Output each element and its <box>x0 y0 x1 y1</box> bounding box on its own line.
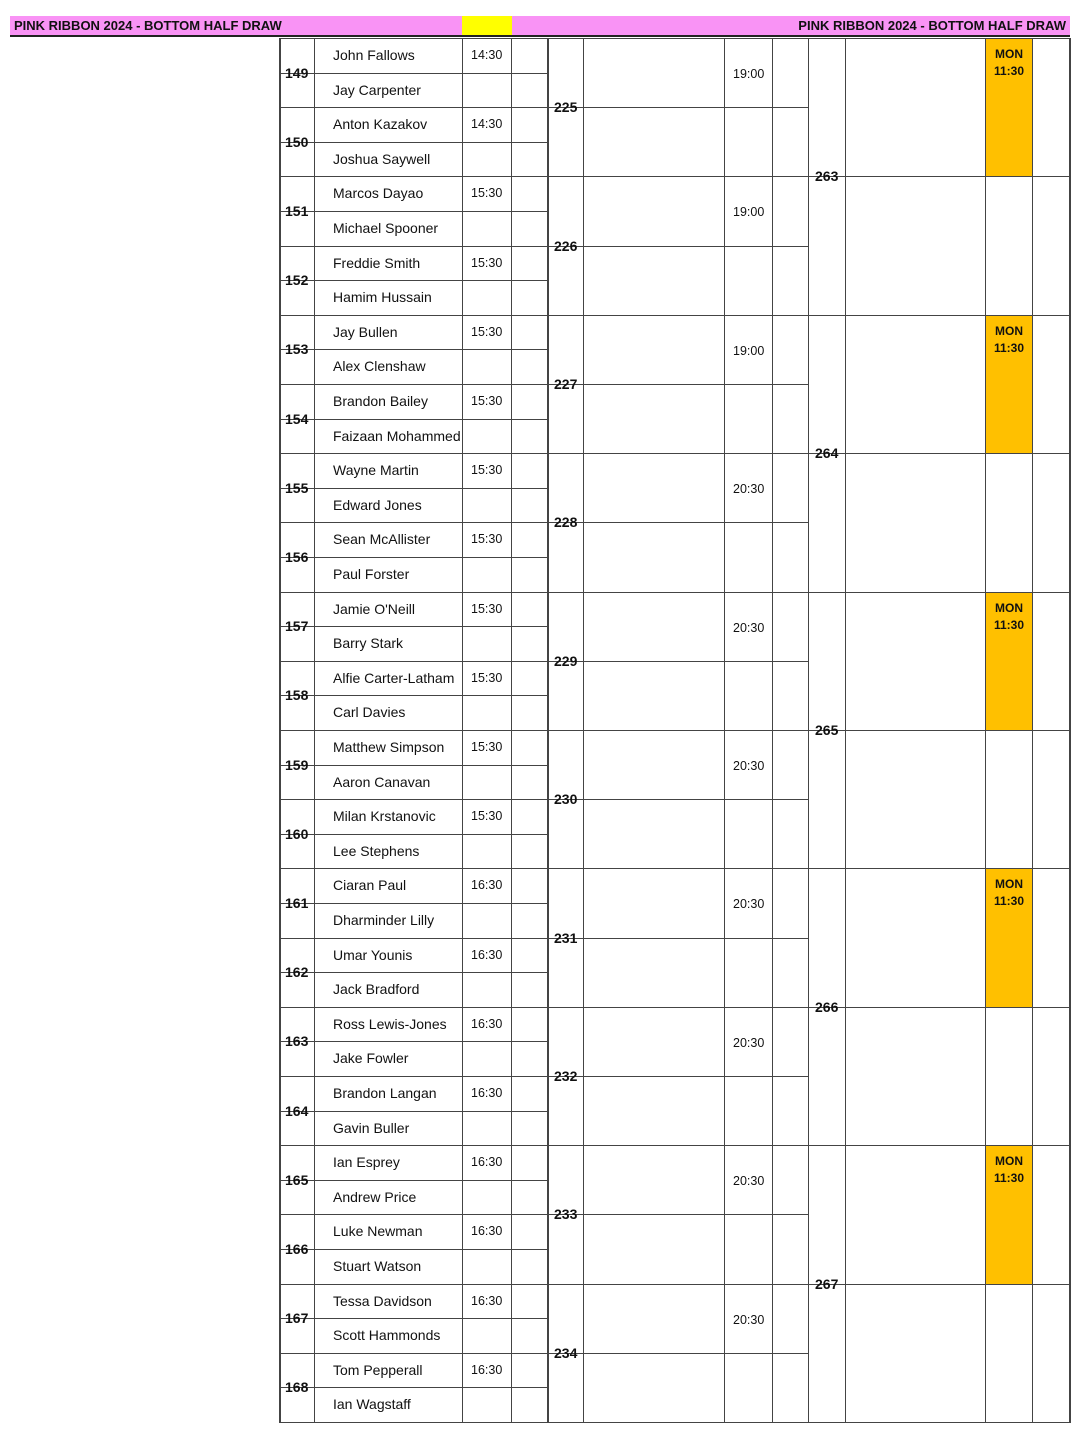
player-name: Umar Younis <box>333 946 413 963</box>
schedule-time: 11:30 <box>993 617 1025 632</box>
player-name: Lee Stephens <box>333 842 420 859</box>
match-time: 16:30 <box>471 1224 503 1239</box>
schedule-badge <box>986 869 1032 1006</box>
header-title-right: PINK RIBBON 2024 - BOTTOM HALF DRAW <box>798 18 1066 33</box>
match-divider <box>279 315 315 316</box>
match-time: 20:30 <box>733 1035 765 1050</box>
player-row-divider <box>314 1214 548 1215</box>
schedule-day: MON <box>995 47 1023 61</box>
player-name: Stuart Watson <box>333 1258 422 1274</box>
player-name: Paul Forster <box>333 566 410 582</box>
match-time: 16:30 <box>471 1362 503 1377</box>
player-row-divider <box>314 1353 548 1354</box>
match-time: 19:00 <box>733 205 765 220</box>
match-number: 162 <box>285 964 309 981</box>
match-number: 167 <box>285 1310 309 1327</box>
schedule-day: MON <box>995 600 1023 615</box>
player-row-divider <box>314 419 548 420</box>
round2-mid-divider <box>583 1353 809 1354</box>
player-row-divider <box>314 765 548 766</box>
player-name: Aaron Canavan <box>333 773 431 790</box>
round2-match-divider <box>548 1422 809 1423</box>
round2-match-divider <box>548 176 809 177</box>
player-row-divider <box>314 1422 548 1423</box>
match-number: 156 <box>285 549 309 565</box>
player-row-divider <box>314 1111 548 1112</box>
player-row-divider <box>314 903 548 904</box>
player-name: Milan Krstanovic <box>333 808 436 825</box>
schedule-badge <box>986 316 1032 453</box>
match-number: 164 <box>285 1102 309 1119</box>
match-time: 16:30 <box>471 947 503 962</box>
round2-match-divider <box>548 1007 809 1008</box>
match-number: 158 <box>285 687 309 704</box>
round3-mid-divider <box>845 1284 1071 1285</box>
round2-mid-divider <box>583 1214 809 1215</box>
player-row-divider <box>314 1041 548 1042</box>
match-divider <box>279 1145 315 1146</box>
schedule-time: 11:30 <box>993 64 1025 78</box>
round2-match-divider <box>548 1145 809 1146</box>
player-name: Ian Esprey <box>333 1154 400 1171</box>
match-time: 20:30 <box>733 1174 765 1189</box>
match-time: 16:30 <box>471 1086 503 1100</box>
match-number: 155 <box>285 479 309 496</box>
player-name: Freddie Smith <box>333 254 421 271</box>
match-number: 154 <box>285 410 309 427</box>
player-name: Andrew Price <box>333 1188 417 1205</box>
player-row-divider <box>314 522 548 523</box>
schedule-time: 11:30 <box>993 340 1025 355</box>
player-row-divider <box>314 1387 548 1388</box>
player-row-divider <box>314 834 548 835</box>
schedule-day: MON <box>995 877 1023 892</box>
match-number: 263 <box>815 168 839 185</box>
player-row-divider <box>314 730 548 731</box>
match-number: 229 <box>554 652 578 669</box>
player-row-divider <box>314 1007 548 1008</box>
round3-top-border <box>808 38 1071 39</box>
match-time: 16:30 <box>471 1016 503 1031</box>
round2-match-divider <box>548 315 809 316</box>
player-row-divider <box>314 868 548 869</box>
player-name: Barry Stark <box>333 635 404 652</box>
match-number: 157 <box>285 618 309 635</box>
match-divider <box>279 661 315 662</box>
round2-match-divider <box>548 730 809 731</box>
round2-match-divider <box>548 1284 809 1285</box>
schedule-badge <box>986 593 1032 730</box>
match-number: 153 <box>285 341 309 358</box>
round3-mid-divider <box>845 730 1071 731</box>
match-divider <box>279 384 315 385</box>
player-row-divider <box>314 661 548 662</box>
round2-match-divider <box>548 868 809 869</box>
schedule-day: MON <box>995 1154 1023 1169</box>
match-divider <box>279 1284 315 1285</box>
match-number: 230 <box>554 791 578 808</box>
schedule-time: 11:30 <box>993 1171 1025 1186</box>
round2-match-divider <box>548 453 809 454</box>
player-name: Wayne Martin <box>333 462 419 479</box>
match-number: 233 <box>554 1206 578 1223</box>
player-row-divider <box>314 938 548 939</box>
player-row-divider <box>314 142 548 143</box>
round2-match-divider <box>548 592 809 593</box>
player-name: Alfie Carter-Latham <box>333 669 455 686</box>
round2-mid-divider <box>583 107 809 108</box>
player-row-divider <box>314 1145 548 1146</box>
match-divider <box>279 453 315 454</box>
player-name: Hamim Hussain <box>333 289 432 306</box>
player-row-divider <box>314 1284 548 1285</box>
player-name: Brandon Bailey <box>333 393 428 409</box>
player-row-divider <box>314 1180 548 1181</box>
match-number: 165 <box>285 1171 309 1188</box>
round2-mid-divider <box>583 1076 809 1077</box>
match-time: 15:30 <box>471 670 503 685</box>
player-name: Tessa Davidson <box>333 1292 432 1309</box>
match-divider <box>279 592 315 593</box>
player-row-divider <box>314 384 548 385</box>
match-number: 159 <box>285 756 309 773</box>
player-name: Ian Wagstaff <box>333 1396 411 1413</box>
match-number: 227 <box>554 376 578 392</box>
player-row-divider <box>314 73 548 74</box>
match-divider <box>279 107 315 108</box>
match-number: 226 <box>554 237 578 254</box>
player-name: Ross Lewis-Jones <box>333 1015 447 1032</box>
match-time: 16:30 <box>471 1155 503 1170</box>
match-time: 14:30 <box>471 48 503 62</box>
schedule-badge <box>986 39 1032 176</box>
player-row-divider <box>314 315 548 316</box>
match-number: 232 <box>554 1068 578 1084</box>
round3-mid-divider <box>845 453 1071 454</box>
match-divider <box>279 1214 315 1215</box>
match-number: 150 <box>285 133 309 150</box>
match-time: 15:30 <box>471 324 503 339</box>
match-divider <box>279 938 315 939</box>
player-row-divider <box>314 557 548 558</box>
player-row-divider <box>314 176 548 177</box>
match-divider <box>279 868 315 869</box>
schedule-time: 11:30 <box>993 894 1025 909</box>
round2-mid-divider <box>583 246 809 247</box>
player-name: Ciaran Paul <box>333 877 407 894</box>
match-time: 20:30 <box>733 1312 765 1327</box>
match-number: 168 <box>285 1379 309 1396</box>
match-time: 20:30 <box>733 759 765 773</box>
player-row-divider <box>314 626 548 627</box>
match-number: 228 <box>554 514 578 531</box>
schedule-badge <box>986 1146 1032 1283</box>
player-row-divider <box>314 211 548 212</box>
player-name: Dharminder Lilly <box>333 912 435 928</box>
match-divider <box>279 730 315 731</box>
match-time: 20:30 <box>733 897 765 912</box>
match-number: 166 <box>285 1241 309 1257</box>
player-row-divider <box>314 349 548 350</box>
player-row-divider <box>314 1076 548 1077</box>
player-row-divider <box>314 972 548 973</box>
match-number: 231 <box>554 929 578 946</box>
match-number: 163 <box>285 1033 309 1050</box>
round2-mid-divider <box>583 384 809 385</box>
match-number: 151 <box>285 203 309 219</box>
match-divider <box>279 1076 315 1077</box>
player-row-divider <box>314 280 548 281</box>
match-time: 15:30 <box>471 186 503 201</box>
schedule-day: MON <box>995 323 1023 338</box>
match-time: 20:30 <box>733 482 765 497</box>
match-time: 15:30 <box>471 255 503 270</box>
match-number: 161 <box>285 895 309 911</box>
match-number: 152 <box>285 272 309 289</box>
player-name: Jay Carpenter <box>333 81 421 98</box>
round2-mid-divider <box>583 799 809 800</box>
match-time: 16:30 <box>471 878 503 893</box>
round2-mid-divider <box>583 938 809 939</box>
match-divider <box>279 1007 315 1008</box>
match-number: 267 <box>815 1275 839 1292</box>
player-name: Anton Kazakov <box>333 116 428 133</box>
match-time: 15:30 <box>471 809 503 824</box>
match-divider <box>279 799 315 800</box>
match-time: 19:00 <box>733 67 765 81</box>
player-name: Faizaan Mohammed <box>333 427 461 444</box>
player-name: Luke Newman <box>333 1223 423 1240</box>
header-title-left: PINK RIBBON 2024 - BOTTOM HALF DRAW <box>14 18 282 33</box>
match-time: 15:30 <box>471 463 503 478</box>
player-row-divider <box>314 799 548 800</box>
player-row-divider <box>314 695 548 696</box>
round2-mid-divider <box>583 661 809 662</box>
round3-match-divider <box>808 1422 1071 1423</box>
player-name: Matthew Simpson <box>333 739 445 755</box>
match-divider <box>279 176 315 177</box>
player-name: Jake Fowler <box>333 1050 409 1067</box>
match-time: 16:30 <box>471 1293 503 1308</box>
match-divider <box>279 522 315 523</box>
match-number: 149 <box>285 64 309 81</box>
player-name: Alex Clenshaw <box>333 358 426 375</box>
player-row-divider <box>314 246 548 247</box>
match-number: 264 <box>815 445 839 462</box>
player-name: Jay Bullen <box>333 323 398 340</box>
match-number: 234 <box>554 1344 578 1361</box>
player-name: Scott Hammonds <box>333 1327 441 1344</box>
player-row-divider <box>314 1249 548 1250</box>
player-row-divider <box>314 592 548 593</box>
player-row-divider <box>314 488 548 489</box>
player-name: Jamie O'Neill <box>333 600 416 617</box>
player-name: Joshua Saywell <box>333 150 431 167</box>
player-row-divider <box>314 107 548 108</box>
match-time: 20:30 <box>733 620 765 635</box>
player-row-divider <box>314 453 548 454</box>
player-name: Tom Pepperall <box>333 1361 423 1378</box>
player-name: Jack Bradford <box>333 981 420 998</box>
match-time: 14:30 <box>471 117 503 132</box>
player-name: Sean McAllister <box>333 531 431 548</box>
player-name: Marcos Dayao <box>333 185 424 202</box>
round2-top-border <box>548 38 809 39</box>
player-name: John Fallows <box>333 47 415 63</box>
match-time: 15:30 <box>471 740 503 754</box>
player-name: Edward Jones <box>333 496 422 513</box>
round3-mid-divider <box>845 176 1071 177</box>
match-number: 266 <box>815 998 839 1015</box>
match-divider <box>279 246 315 247</box>
match-divider <box>279 1422 315 1423</box>
round3-mid-divider <box>845 1007 1071 1008</box>
match-number: 160 <box>285 825 309 842</box>
match-time: 15:30 <box>471 394 503 408</box>
match-divider <box>279 1353 315 1354</box>
match-number: 265 <box>815 722 839 738</box>
match-time: 15:30 <box>471 601 503 616</box>
round2-mid-divider <box>583 522 809 523</box>
match-time: 19:00 <box>733 343 765 358</box>
player-row-divider <box>314 1318 548 1319</box>
player-name: Gavin Buller <box>333 1119 410 1136</box>
player-name: Carl Davies <box>333 704 406 721</box>
match-time: 15:30 <box>471 532 503 547</box>
round1-top-border <box>279 38 548 39</box>
player-name: Michael Spooner <box>333 220 439 236</box>
match-number: 225 <box>554 99 578 116</box>
player-name: Brandon Langan <box>333 1085 437 1101</box>
